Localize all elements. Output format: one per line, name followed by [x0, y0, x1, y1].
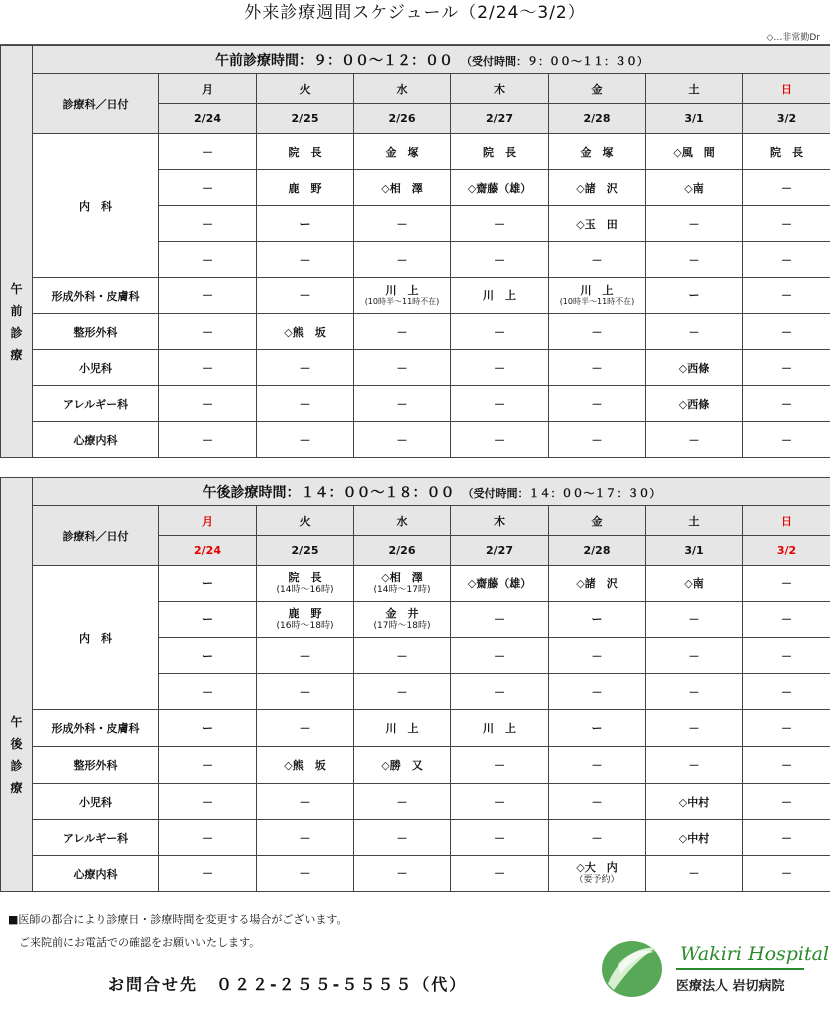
pm-allergy-mon: － — [159, 820, 257, 856]
day-thu: 木 — [451, 506, 549, 536]
am-naika-r1-fri: 金 塚 — [549, 134, 646, 170]
am-shoni-thu: － — [451, 350, 549, 386]
pm-allergy-tue: － — [257, 820, 354, 856]
am-dept-keisei: 形成外科・皮膚科 — [33, 278, 159, 314]
am-band: 午 前 診 療 — [1, 46, 33, 458]
am-shinryo-sat: － — [646, 422, 743, 458]
am-shoni-fri: － — [549, 350, 646, 386]
day-wed: 水 — [354, 74, 451, 104]
am-naika-r3-wed: － — [354, 206, 451, 242]
am-keisei-thu: 川 上 — [451, 278, 549, 314]
pm-naika-r1-tue: 院 長 (14時～16時) — [257, 566, 354, 602]
am-naika-r2-sat: ◇南 — [646, 170, 743, 206]
am-naika-r4-fri: － — [549, 242, 646, 278]
pm-shinryo-mon: － — [159, 856, 257, 892]
pm-shoni-sun: － — [743, 784, 830, 820]
date-mon: 2/24 — [159, 536, 257, 566]
pm-naika-r1-fri: ◇諸 沢 — [549, 566, 646, 602]
pm-naika-r3-wed: － — [354, 638, 451, 674]
date-mon: 2/24 — [159, 104, 257, 134]
date-tue: 2/25 — [257, 104, 354, 134]
pm-session-title: 午後診療時間：１４：００～１８：００ （受付時間：１４：００～１７：３０） — [33, 478, 830, 506]
am-naika-r1-wed: 金 塚 — [354, 134, 451, 170]
pm-naika-r4-wed: － — [354, 674, 451, 710]
am-naika-r4-wed: － — [354, 242, 451, 278]
legend: ◇…非常勤Dr — [766, 33, 820, 43]
am-naika-r3-mon: － — [159, 206, 257, 242]
am-naika-r2-thu: ◇齋藤（雄） — [451, 170, 549, 206]
am-dept-allergy: アレルギー科 — [33, 386, 159, 422]
pm-naika-r4-fri: － — [549, 674, 646, 710]
note-line-1: ■医師の都合により診療日・診療時間を変更する場合がございます。 — [8, 913, 348, 926]
am-naika-r4-tue: － — [257, 242, 354, 278]
day-mon: 月 — [159, 506, 257, 536]
am-dept-naika: 内 科 — [33, 134, 159, 278]
pm-naika-r3-sat: － — [646, 638, 743, 674]
am-keisei-fri: 川 上 (10時半～11時不在) — [549, 278, 646, 314]
pm-shoni-wed: － — [354, 784, 451, 820]
logo-underline — [676, 968, 804, 970]
am-seikei-tue: ◇熊 坂 — [257, 314, 354, 350]
am-session-title: 午前診療時間：９：００～１２：００ （受付時間：９：００～１１：３０） — [33, 46, 830, 74]
am-naika-r2-fri: ◇諸 沢 — [549, 170, 646, 206]
pm-allergy-sun: － — [743, 820, 830, 856]
pm-naika-r4-thu: － — [451, 674, 549, 710]
am-allergy-tue: － — [257, 386, 354, 422]
am-allergy-sun: － — [743, 386, 830, 422]
pm-naika-r3-tue: － — [257, 638, 354, 674]
pm-keisei-tue: － — [257, 710, 354, 747]
day-sat: 土 — [646, 506, 743, 536]
pm-dept-shoni: 小児科 — [33, 784, 159, 820]
note-line-2: ご来院前にお電話での確認をお願いいたします。 — [8, 936, 261, 949]
pm-keisei-fri: ー — [549, 710, 646, 747]
day-tue: 火 — [257, 74, 354, 104]
am-shoni-mon: － — [159, 350, 257, 386]
pm-dept-allergy: アレルギー科 — [33, 820, 159, 856]
pm-shinryo-wed: － — [354, 856, 451, 892]
am-allergy-thu: － — [451, 386, 549, 422]
am-naika-r1-mon: － — [159, 134, 257, 170]
pm-schedule-table — [0, 477, 830, 892]
am-seikei-fri: － — [549, 314, 646, 350]
am-naika-r2-tue: 鹿 野 — [257, 170, 354, 206]
am-dept-seikei: 整形外科 — [33, 314, 159, 350]
pm-naika-r1-sun: － — [743, 566, 830, 602]
am-naika-r1-tue: 院 長 — [257, 134, 354, 170]
pm-naika-r2-fri: ー — [549, 602, 646, 638]
am-allergy-fri: － — [549, 386, 646, 422]
am-keisei-sun: － — [743, 278, 830, 314]
pm-dept-shinryo: 心療内科 — [33, 856, 159, 892]
pm-shoni-mon: － — [159, 784, 257, 820]
am-keisei-wed: 川 上 (10時半～11時不在) — [354, 278, 451, 314]
pm-naika-r4-tue: － — [257, 674, 354, 710]
am-allergy-wed: － — [354, 386, 451, 422]
am-allergy-sat: ◇西條 — [646, 386, 743, 422]
am-naika-r1-sun: 院 長 — [743, 134, 830, 170]
date-sun: 3/2 — [743, 104, 830, 134]
am-shoni-wed: － — [354, 350, 451, 386]
pm-shoni-fri: － — [549, 784, 646, 820]
pm-seikei-wed: ◇勝 又 — [354, 747, 451, 784]
date-wed: 2/26 — [354, 104, 451, 134]
am-naika-r4-thu: － — [451, 242, 549, 278]
day-wed: 水 — [354, 506, 451, 536]
dept-date-header: 診療科／日付 — [33, 74, 159, 134]
date-tue: 2/25 — [257, 536, 354, 566]
am-shoni-tue: － — [257, 350, 354, 386]
pm-allergy-sat: ◇中村 — [646, 820, 743, 856]
logo-text-en: Wakiri Hospital — [680, 943, 830, 965]
pm-naika-r2-sun: － — [743, 602, 830, 638]
am-shinryo-sun: － — [743, 422, 830, 458]
day-sat: 土 — [646, 74, 743, 104]
date-sun: 3/2 — [743, 536, 830, 566]
pm-naika-r1-sat: ◇南 — [646, 566, 743, 602]
day-fri: 金 — [549, 506, 646, 536]
pm-keisei-wed: 川 上 — [354, 710, 451, 747]
am-naika-r2-wed: ◇相 澤 — [354, 170, 451, 206]
dept-date-header: 診療科／日付 — [33, 506, 159, 566]
pm-naika-r2-wed: 金 井 (17時～18時) — [354, 602, 451, 638]
am-allergy-mon: － — [159, 386, 257, 422]
pm-shinryo-sat: － — [646, 856, 743, 892]
pm-naika-r3-mon: ー — [159, 638, 257, 674]
am-keisei-tue: － — [257, 278, 354, 314]
day-sun: 日 — [743, 74, 830, 104]
pm-naika-r1-wed: ◇相 澤 (14時～17時) — [354, 566, 451, 602]
date-fri: 2/28 — [549, 536, 646, 566]
date-sat: 3/1 — [646, 536, 743, 566]
pm-seikei-tue: ◇熊 坂 — [257, 747, 354, 784]
pm-naika-r1-thu: ◇齋藤（雄） — [451, 566, 549, 602]
pm-dept-naika: 内 科 — [33, 566, 159, 710]
date-thu: 2/27 — [451, 104, 549, 134]
day-fri: 金 — [549, 74, 646, 104]
day-mon: 月 — [159, 74, 257, 104]
date-thu: 2/27 — [451, 536, 549, 566]
pm-naika-r3-fri: － — [549, 638, 646, 674]
pm-shinryo-fri: ◇大 内 （要予約） — [549, 856, 646, 892]
pm-seikei-thu: － — [451, 747, 549, 784]
am-shinryo-mon: － — [159, 422, 257, 458]
am-schedule-table — [0, 45, 830, 458]
pm-allergy-wed: － — [354, 820, 451, 856]
date-wed: 2/26 — [354, 536, 451, 566]
pm-band: 午 後 診 療 — [1, 478, 33, 892]
am-keisei-mon: － — [159, 278, 257, 314]
day-thu: 木 — [451, 74, 549, 104]
am-shinryo-fri: － — [549, 422, 646, 458]
pm-dept-seikei: 整形外科 — [33, 747, 159, 784]
am-seikei-sun: － — [743, 314, 830, 350]
am-dept-shoni: 小児科 — [33, 350, 159, 386]
pm-keisei-sat: － — [646, 710, 743, 747]
am-seikei-thu: － — [451, 314, 549, 350]
pm-shinryo-sun: － — [743, 856, 830, 892]
pm-naika-r4-sat: － — [646, 674, 743, 710]
am-seikei-mon: － — [159, 314, 257, 350]
pm-shinryo-tue: － — [257, 856, 354, 892]
pm-naika-r4-mon: － — [159, 674, 257, 710]
pm-shinryo-thu: － — [451, 856, 549, 892]
pm-keisei-sun: － — [743, 710, 830, 747]
pm-seikei-mon: － — [159, 747, 257, 784]
am-dept-shinryo: 心療内科 — [33, 422, 159, 458]
day-tue: 火 — [257, 506, 354, 536]
pm-naika-r1-mon: ー — [159, 566, 257, 602]
pm-shoni-tue: － — [257, 784, 354, 820]
logo-text-jp: 医療法人 岩切病院 — [676, 979, 785, 994]
am-naika-r4-sun: － — [743, 242, 830, 278]
am-shinryo-wed: － — [354, 422, 451, 458]
am-keisei-sat: ー — [646, 278, 743, 314]
pm-naika-r4-sun: － — [743, 674, 830, 710]
page-title: 外来診療週間スケジュール（2/24～3/2） — [244, 3, 586, 23]
pm-allergy-fri: － — [549, 820, 646, 856]
pm-naika-r3-thu: － — [451, 638, 549, 674]
am-naika-r3-tue: ー — [257, 206, 354, 242]
pm-naika-r2-thu: － — [451, 602, 549, 638]
am-seikei-sat: － — [646, 314, 743, 350]
pm-naika-r2-mon: ー — [159, 602, 257, 638]
pm-seikei-sat: － — [646, 747, 743, 784]
am-naika-r2-mon: － — [159, 170, 257, 206]
am-shoni-sun: － — [743, 350, 830, 386]
am-naika-r4-mon: － — [159, 242, 257, 278]
pm-naika-r2-sat: － — [646, 602, 743, 638]
pm-naika-r2-tue: 鹿 野 (16時～18時) — [257, 602, 354, 638]
date-fri: 2/28 — [549, 104, 646, 134]
am-naika-r3-fri: ◇玉 田 — [549, 206, 646, 242]
am-seikei-wed: － — [354, 314, 451, 350]
pm-shoni-thu: － — [451, 784, 549, 820]
am-naika-r3-sat: － — [646, 206, 743, 242]
pm-dept-keisei: 形成外科・皮膚科 — [33, 710, 159, 747]
am-naika-r1-sat: ◇風 間 — [646, 134, 743, 170]
am-shinryo-thu: － — [451, 422, 549, 458]
pm-shoni-sat: ◇中村 — [646, 784, 743, 820]
am-naika-r2-sun: － — [743, 170, 830, 206]
pm-naika-r3-sun: － — [743, 638, 830, 674]
date-sat: 3/1 — [646, 104, 743, 134]
pm-keisei-thu: 川 上 — [451, 710, 549, 747]
am-naika-r1-thu: 院 長 — [451, 134, 549, 170]
notes — [8, 908, 348, 954]
am-naika-r4-sat: － — [646, 242, 743, 278]
pm-allergy-thu: － — [451, 820, 549, 856]
pm-seikei-sun: － — [743, 747, 830, 784]
am-shoni-sat: ◇西條 — [646, 350, 743, 386]
am-naika-r3-sun: － — [743, 206, 830, 242]
day-sun: 日 — [743, 506, 830, 536]
am-shinryo-tue: － — [257, 422, 354, 458]
pm-seikei-fri: － — [549, 747, 646, 784]
contact-phone: お問合せ先 ０２２-２５５-５５５５（代） — [108, 975, 468, 994]
pm-keisei-mon: ー — [159, 710, 257, 747]
am-naika-r3-thu: － — [451, 206, 549, 242]
